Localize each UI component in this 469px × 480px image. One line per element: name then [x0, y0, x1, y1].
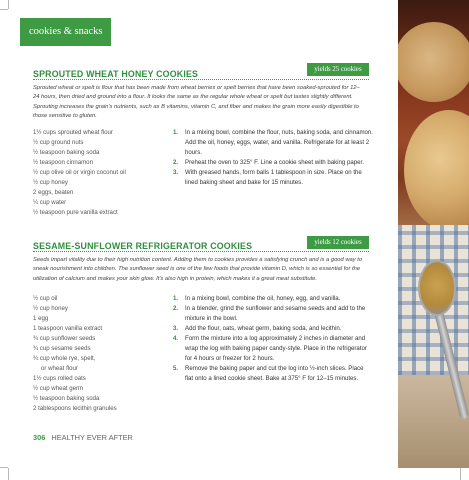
step-text: With greased hands, form balls 1 tablespoon in size. Place on the lined baking sheet and bake for 15 minutes. [185, 169, 362, 186]
ingredient: ½ teaspoon baking soda [33, 149, 100, 156]
ingredient: ½ cup ground nuts [33, 139, 84, 146]
ingredient: ½ teaspoon pure vanilla extract [33, 209, 118, 216]
ingredient: 1½ cups sprouted wheat flour [33, 129, 113, 136]
step-number: 1. [173, 295, 179, 302]
direction-list [173, 294, 373, 384]
direction-step [173, 128, 373, 158]
book-title: HEALTHY EVER AFTER [51, 433, 133, 442]
ingredient: or wheat flour [41, 365, 78, 372]
direction-step [173, 334, 373, 364]
ingredient: ¾ cup whole rye, spelt, [33, 355, 96, 362]
cookie-image-top [398, 22, 469, 102]
crop-mark [8, 468, 9, 480]
crop-mark [0, 9, 8, 10]
ingredient: ½ cup honey [33, 179, 68, 186]
recipe-intro: Sprouted wheat or spelt is flour that has been made from wheat berries or spelt berries that have been soaked-sprouted for 12–24 hours, then dried and ground into a flour. It looks the same as the regular whole wheat or spelt but tastes slightly different. Sprouting increases the grain's nutrients, such as B vitamins, vitamin C, and fiber and makes the grain more easily digestible to those sensitive to gluten. [33, 85, 360, 119]
title-rule [33, 79, 369, 80]
direction-step [173, 158, 373, 168]
ingredient: ½ cup wheat germ [33, 385, 84, 392]
step-text: Remove the baking paper and cut the log into ½-inch slices. Place flat onto a lined cookie sheet. Bake at 375° F for 12–15 minutes. [185, 365, 364, 382]
recipe-yield: yields 25 cookies [307, 63, 369, 76]
ingredient: ½ cup olive oil or virgin coconut oil [33, 169, 126, 176]
ingredient: 1 egg [33, 315, 49, 322]
ingredient: 2 eggs, beaten [33, 189, 74, 196]
step-number: 5. [173, 365, 179, 372]
ingredient: 1 teaspoon vanilla extract [33, 325, 103, 332]
ingredient-list [33, 294, 168, 414]
page-number: 306 [33, 433, 46, 442]
ingredient: ½ teaspoon baking soda [33, 395, 100, 402]
ingredient: 2 tablespoons lecithin granules [33, 405, 117, 412]
step-number: 2. [173, 305, 179, 312]
step-text: In a blender, grind the sunflower and sesame seeds and add to the mixture in the bowl. [185, 305, 366, 322]
step-number: 3. [173, 169, 179, 176]
recipe-title: SPROUTED WHEAT HONEY COOKIES [33, 69, 199, 79]
step-number: 1. [173, 129, 179, 136]
ingredient: ¼ cup water [33, 199, 67, 206]
page-footer [33, 433, 133, 442]
ingredient: ¾ cup sunflower seeds [33, 335, 96, 342]
spoon-image [418, 260, 456, 316]
section-banner: cookies & snacks [20, 18, 111, 46]
recipe-yield: yields 12 cookies [307, 236, 369, 249]
step-text: Form the mixture into a log approximately 2 inches in diameter and wrap the log with baking paper candy-style. Place in the refrigerator for 4 hours or freezer for 2 hours. [185, 335, 367, 362]
ingredient: ½ teaspoon cinnamon [33, 159, 93, 166]
step-text: Preheat the oven to 325° F. Line a cookie sheet with baking paper. [185, 159, 364, 166]
direction-step [173, 364, 373, 384]
direction-list [173, 128, 373, 188]
direction-step [173, 294, 373, 304]
step-text: In a mixing bowl, combine the flour, nuts, baking soda, and cinnamon. Add the oil, honey, eggs, water, and vanilla. Refrigerate for at least 2 hours. [185, 129, 374, 156]
direction-step [173, 168, 373, 188]
step-text: Add the flour, oats, wheat germ, baking soda, and lecithin. [185, 325, 342, 332]
step-number: 4. [173, 335, 179, 342]
ingredient-list [33, 128, 168, 218]
title-rule [33, 251, 369, 252]
ingredient: ¾ cup sesame seeds [33, 345, 91, 352]
direction-step [173, 304, 373, 324]
crop-mark [8, 0, 9, 9]
cookie-image [404, 110, 469, 230]
ingredient: 1½ cups rolled oats [33, 375, 86, 382]
crop-mark [460, 468, 461, 480]
cookie-photo [398, 0, 469, 468]
step-text: In a mixing bowl, combine the oil, honey, egg, and vanilla. [185, 295, 341, 302]
ingredient: ½ cup honey [33, 305, 68, 312]
ingredient: ½ cup oil [33, 295, 58, 302]
step-number: 2. [173, 159, 179, 166]
recipe-intro: Seeds impart vitality due to their high nutrition content. Adding them to cookies provides a satisfying crunch and is a good way to sneak nourishment into children. The sunflower seed is one of the few foods that provide vitamin D, which is so essential for the utilization of calcium and makes your skin glow. It's also high in protein, which makes it a great meat substitute. [33, 257, 363, 282]
step-number: 3. [173, 325, 179, 332]
recipe-title: SESAME-SUNFLOWER REFRIGERATOR COOKIES [33, 241, 253, 251]
crop-mark [0, 467, 8, 468]
direction-step [173, 324, 373, 334]
